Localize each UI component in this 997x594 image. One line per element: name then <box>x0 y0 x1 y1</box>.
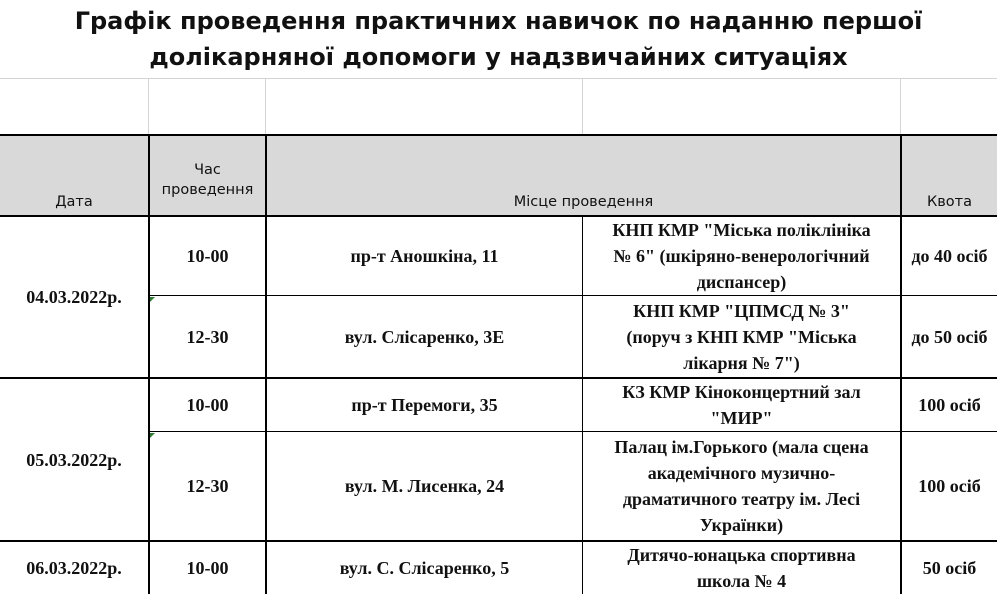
empty-row-gridline <box>0 78 997 79</box>
venue-cell <box>583 379 900 431</box>
address-value: вул. С. Слісаренко, 5 <box>339 558 510 578</box>
header-time <box>150 160 265 216</box>
time-value: 10-00 <box>186 558 229 578</box>
venue-line: лікарня № 7") <box>683 352 800 373</box>
time-value: 12-30 <box>186 476 229 496</box>
quota-value: до 50 осіб <box>911 326 988 347</box>
venue-line: диспансер) <box>696 272 787 292</box>
venue-line: академічного музично- <box>647 463 836 483</box>
time-cell <box>150 217 265 295</box>
header-quota <box>902 136 997 215</box>
time-value: 10-00 <box>186 395 229 415</box>
title-line-2: долікарняної допомоги у надзвичайних ситуаціях <box>149 43 848 71</box>
venue-cell <box>583 542 900 594</box>
venue-line: № 6" (шкіряно-венерологічний <box>613 246 870 266</box>
address-cell <box>267 432 582 540</box>
quota-cell <box>902 432 997 540</box>
venue-line: школа № 4 <box>696 571 787 591</box>
venue-line: (поруч з КНП КМР "Міська <box>626 326 857 347</box>
time-cell <box>150 542 265 594</box>
empty-row-gridline <box>900 78 901 134</box>
date-cell <box>0 379 148 540</box>
quota-value: до 40 осіб <box>911 246 988 266</box>
quota-cell <box>902 217 997 295</box>
venue-line: КНП КМР "ЦПМСД № 3" <box>633 300 850 321</box>
address-value: пр-т Перемоги, 35 <box>351 395 498 415</box>
header-time-label-1: Час <box>194 162 221 178</box>
venue-cell <box>583 296 900 377</box>
header-time-label-2: проведення <box>161 182 254 198</box>
empty-row-gridline <box>582 78 583 134</box>
quota-value: 100 осіб <box>918 476 981 496</box>
quota-value: 100 осіб <box>918 395 981 415</box>
venue-line: КНП КМР "Міська поліклініка <box>612 220 871 240</box>
time-value: 12-30 <box>186 326 229 347</box>
date-value: 05.03.2022р. <box>26 449 122 470</box>
address-cell <box>267 542 582 594</box>
venue-line: Палац ім.Горького (мала сцена <box>614 437 869 457</box>
address-value: пр-т Аношкіна, 11 <box>350 246 499 266</box>
empty-row-gridline <box>148 78 149 134</box>
date-value: 06.03.2022р. <box>26 558 122 578</box>
empty-row-gridline <box>265 78 266 134</box>
title-line-1: Графік проведення практичних навичок по наданню першої <box>74 7 923 35</box>
quota-cell <box>902 542 997 594</box>
date-value: 04.03.2022р. <box>26 287 122 307</box>
venue-line: Українки) <box>699 515 784 535</box>
header-place-label: Місце проведення <box>513 194 654 210</box>
time-cell <box>150 379 265 431</box>
venue-line: Дитячо-юнацька спортивна <box>627 545 856 565</box>
header-date-label: Дата <box>55 194 93 210</box>
venue-cell <box>583 432 900 540</box>
venue-line: "МИР" <box>710 408 773 428</box>
address-cell <box>267 379 582 431</box>
quota-cell <box>902 296 997 377</box>
address-value: вул. Слісаренко, 3Е <box>344 326 505 347</box>
header-date <box>0 136 148 215</box>
quota-value: 50 осіб <box>922 558 977 578</box>
address-cell <box>267 217 582 295</box>
time-value: 10-00 <box>186 246 229 266</box>
venue-cell <box>583 217 900 295</box>
date-cell <box>0 217 148 377</box>
venue-line: КЗ КМР Кіноконцертний зал <box>622 382 861 402</box>
time-cell <box>150 296 265 377</box>
address-value: вул. М. Лисенка, 24 <box>344 476 505 496</box>
date-cell <box>0 542 148 594</box>
header-quota-label: Квота <box>926 194 973 210</box>
quota-cell <box>902 379 997 431</box>
venue-line: драматичного театру ім. Лесі <box>622 489 861 509</box>
address-cell <box>267 296 582 377</box>
header-place <box>267 136 900 215</box>
time-cell <box>150 432 265 540</box>
